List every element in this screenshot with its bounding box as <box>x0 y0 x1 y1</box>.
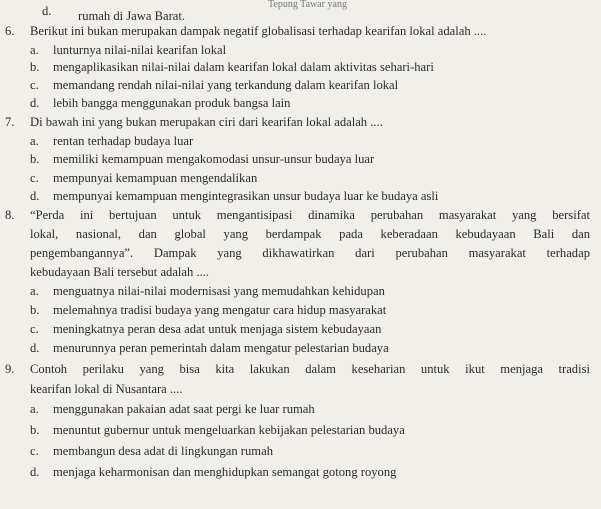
question-text: Contoh perilaku yang bisa kita lakukan dalam keseharian untuk ikut menjaga tradisi <box>30 362 590 376</box>
option-text: meningkatnya peran desa adat untuk menjaga sistem kebudayaan <box>53 322 382 336</box>
option-letter: c. <box>30 78 39 92</box>
option-letter: a. <box>30 134 39 148</box>
option-text: rumah di Jawa Barat. <box>78 9 186 23</box>
option-letter: a. <box>30 402 39 416</box>
option-letter: c. <box>30 171 39 185</box>
question-text: lokal, nasional, dan global yang berdampak pada keberadaan kebudayaan Bali dan <box>30 227 590 241</box>
option-text: lebih bangga menggunakan produk bangsa lain <box>53 96 291 110</box>
option-letter: d. <box>42 4 52 18</box>
option-text: menuntut gubernur untuk mengeluarkan kebijakan pelestarian budaya <box>53 423 405 437</box>
option-text: melemahnya tradisi budaya yang mengatur cara hidup masyarakat <box>53 303 387 317</box>
option-letter: d. <box>30 341 40 355</box>
option-letter: b. <box>30 423 40 437</box>
question-number: 7. <box>5 115 15 129</box>
option-letter: a. <box>30 43 39 57</box>
question-text: kearifan lokal di Nusantara .... <box>30 382 183 396</box>
option-text: mengaplikasikan nilai-nilai dalam kearifan lokal dalam aktivitas sehari-hari <box>53 60 434 74</box>
cut-off-text: Tepung Tawar yang <box>268 0 347 10</box>
option-text: rentan terhadap budaya luar <box>53 134 194 148</box>
option-letter: d. <box>30 96 40 110</box>
option-text: menurunnya peran pemerintah dalam mengatur pelestarian budaya <box>53 341 389 355</box>
option-letter: d. <box>30 189 40 203</box>
option-text: mempunyai kemampuan mengintegrasikan unsur budaya luar ke budaya asli <box>53 189 439 203</box>
question-number: 8. <box>5 208 15 222</box>
question-text: Di bawah ini yang bukan merupakan ciri dari kearifan lokal adalah .... <box>30 115 383 129</box>
option-text: memandang rendah nilai-nilai yang terkandung dalam kearifan lokal <box>53 78 399 92</box>
option-letter: c. <box>30 322 39 336</box>
question-text: “Perda ini bertujuan untuk mengantisipasi dinamika perubahan masyarakat yang bersifat <box>30 208 590 222</box>
option-letter: b. <box>30 60 40 74</box>
question-text: pengembangannya”. Dampak yang dikhawatirkan dari perubahan masyarakat terhadap <box>30 246 590 260</box>
option-text: menggunakan pakaian adat saat pergi ke luar rumah <box>53 402 315 416</box>
option-text: menjaga keharmonisan dan menghidupkan semangat gotong royong <box>53 465 397 479</box>
option-text: memiliki kemampuan mengakomodasi unsur-unsur budaya luar <box>53 152 375 166</box>
option-text: membangun desa adat di lingkungan rumah <box>53 444 273 458</box>
option-letter: a. <box>30 284 39 298</box>
question-text: kebudayaan Bali tersebut adalah .... <box>30 265 210 279</box>
option-letter: d. <box>30 465 40 479</box>
option-letter: b. <box>30 152 40 166</box>
question-text: Berikut ini bukan merupakan dampak negatif globalisasi terhadap kearifan lokal adalah .... <box>30 24 487 38</box>
option-text: lunturnya nilai-nilai kearifan lokal <box>53 43 227 57</box>
option-letter: c. <box>30 444 39 458</box>
question-number: 6. <box>5 24 15 38</box>
option-text: mempunyai kemampuan mengendalikan <box>53 171 258 185</box>
option-text: menguatnya nilai-nilai modernisasi yang memudahkan kehidupan <box>53 284 385 298</box>
option-letter: b. <box>30 303 40 317</box>
question-number: 9. <box>5 362 15 376</box>
